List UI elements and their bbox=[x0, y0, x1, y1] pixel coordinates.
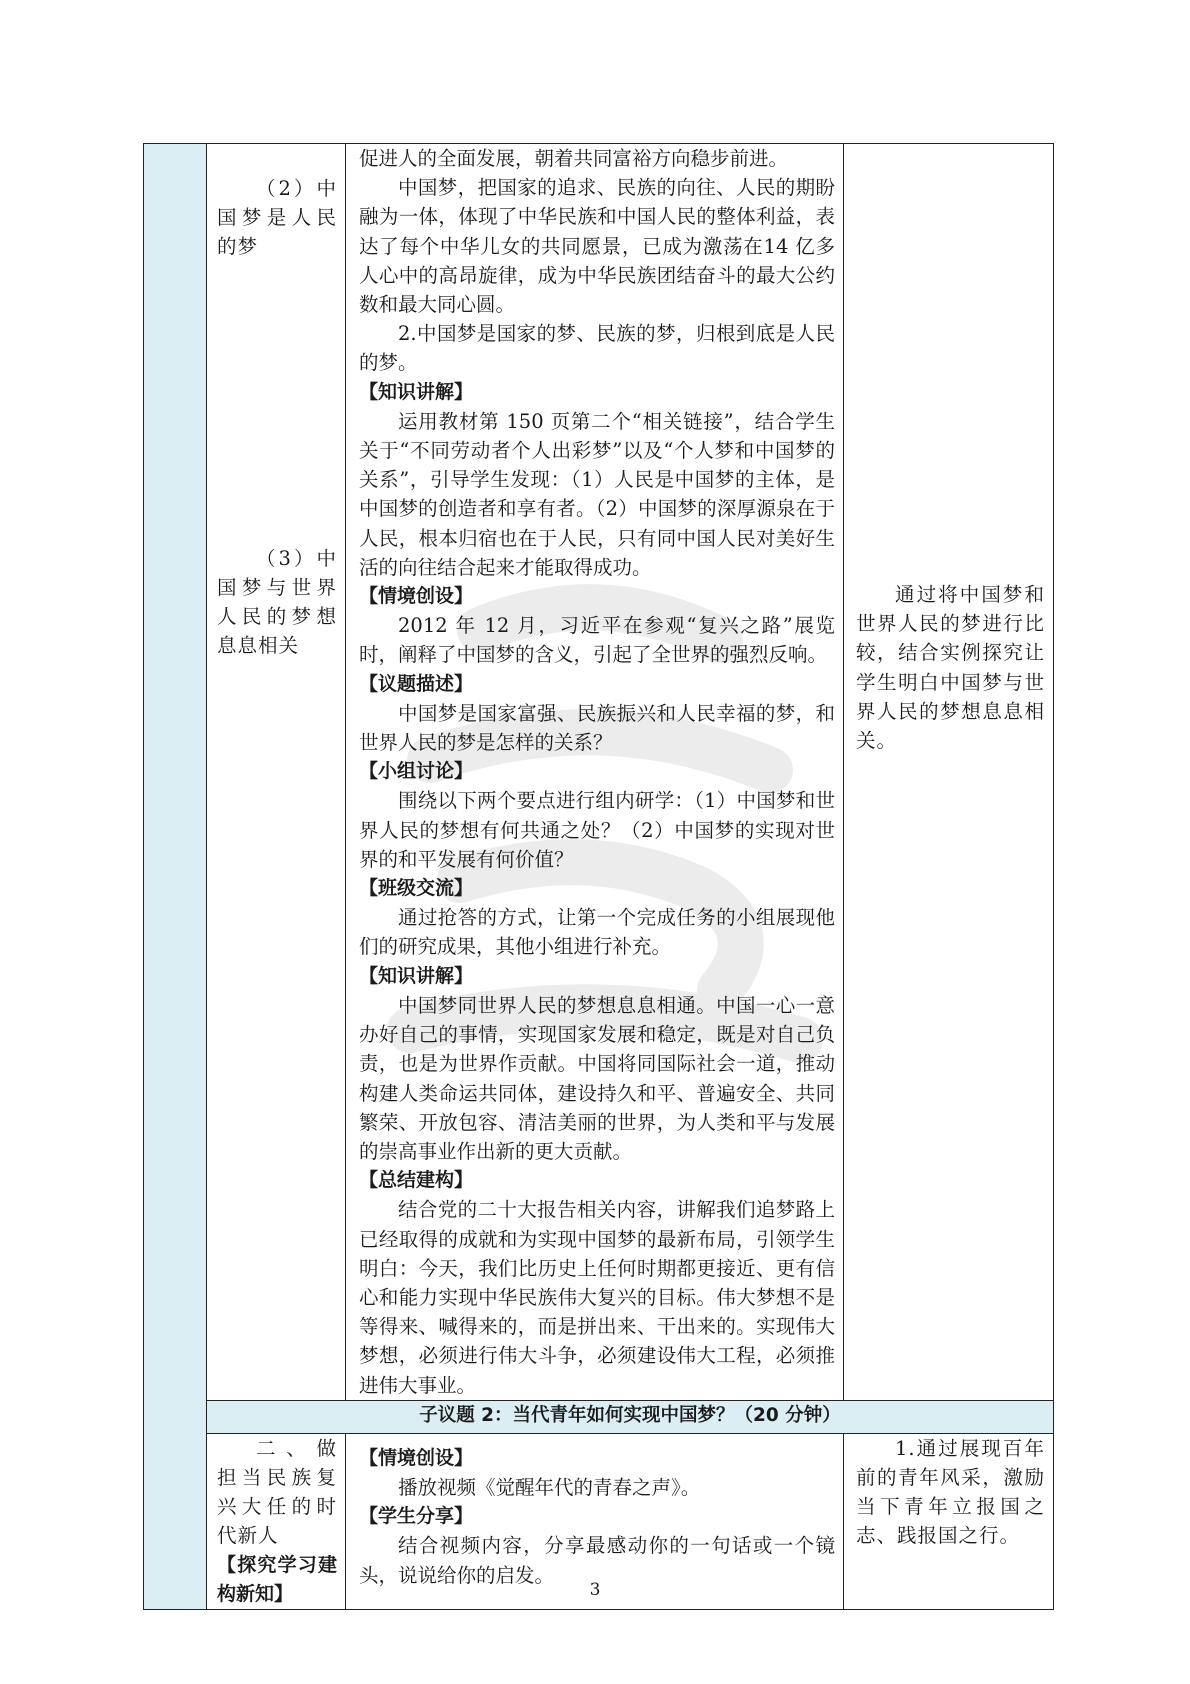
content-paragraph: 播放视频《觉醒年代的青春之声》。 bbox=[398, 1475, 701, 1499]
lesson-table bbox=[143, 143, 1054, 1610]
content-paragraph: 通过抢答的方式，让第一个完成任务的小组展现他们的研究成果，其他小组进行补充。 bbox=[359, 906, 835, 959]
content-paragraph: 促进人的全面发展，朝着共同富裕方向稳步前进。 bbox=[359, 147, 789, 170]
page-number: 3 bbox=[589, 1580, 601, 1600]
section-heading: 【情境创设】 bbox=[359, 585, 474, 608]
topic-4: 二、做担当民族复兴大任的时代新人 bbox=[217, 1436, 337, 1548]
content-paragraph: 中国梦是国家富强、民族振兴和人民幸福的梦，和世界人民的梦是怎样的关系？ bbox=[359, 701, 835, 755]
content-paragraph: 中国梦同世界人民的梦想息息相通。中国一心一意办好自己的事情，实现国家发展和稳定，既是对自己负责，也是为世界作贡献。中国将同国际社会一道，推动构建人类命运共同体，建设持久和平、普遍安全、共同繁荣、开放包容、清洁美丽的世界，为人类和平与发展的崇高事业作出新的更大贡献。 bbox=[359, 993, 835, 1163]
goal-cell bbox=[844, 144, 1054, 1401]
content-cell bbox=[346, 144, 844, 1401]
topic-3: （3）中国梦与世界人民的梦想息息相关 bbox=[217, 546, 337, 658]
side-column bbox=[144, 144, 207, 1610]
section-heading: 【班级交流】 bbox=[359, 877, 474, 900]
content-paragraph: 结合党的二十大报告相关内容，讲解我们追梦路上已经取得的成就和为实现中国梦的最新布局，引领学生明白：今天，我们比历史上任何时期都更接近、更有信心和能力实现中华民族伟大复兴的目标。伟大梦想不是等得来、喊得来的，而是拼出来、干出来的。实现伟大梦想，必须进行伟大斗争，必须建设伟大工程，必须推进伟大事业。 bbox=[359, 1198, 835, 1397]
section-heading: 【知识讲解】 bbox=[359, 380, 474, 403]
content-paragraph: 结合视频内容，分享最感动你的一句话或一个镜头，说说给你的启发。 bbox=[359, 1534, 835, 1587]
section-heading: 【情境创设】 bbox=[359, 1446, 474, 1469]
subtopic-row bbox=[144, 1400, 1054, 1433]
goal-text: 通过将中国梦和世界人民的梦进行比较，结合实例探究让学生明白中国梦与世界人民的梦想息息相关。 bbox=[856, 583, 1045, 753]
section-heading: 【知识讲解】 bbox=[359, 964, 474, 987]
content-paragraph: 中国梦，把国家的追求、民族的向往、人民的期盼融为一体，体现了中华民族和中国人民的整体利益，表达了每个中华儿女的共同愿景，已成为激荡在14 亿多人心中的高昂旋律，成为中华民族团结奋斗的最大公约数和最大同心圆。 bbox=[359, 176, 835, 317]
section-heading: 【学生分享】 bbox=[359, 1505, 474, 1528]
topic-cell bbox=[207, 144, 346, 1401]
content-paragraph: 运用教材第 150 页第二个“相关链接”，结合学生关于“不同劳动者个人出彩梦”以及“个人梦和中国梦的关系”，引导学生发现：（1）人民是中国梦的主体，是中国梦的创造者和享有者。（2）中国梦的深厚源泉在于人民，根本归宿也在于人民，只有同中国人民对美好生活的向往结合起来才能取得成功。 bbox=[359, 409, 835, 579]
section-heading: 【小组讨论】 bbox=[359, 760, 474, 783]
content-paragraph: 围绕以下两个要点进行组内研学：（1）中国梦和世界人民的梦想有何共通之处？（2）中国梦的实现对世界的和平发展有何价值？ bbox=[359, 789, 835, 871]
main-row bbox=[144, 144, 1054, 1401]
content-paragraph: 2012 年 12 月，习近平在参观“复兴之路”展览时，阐释了中国梦的含义，引起了全世界的强烈反响。 bbox=[359, 614, 835, 667]
topic-tag: 【探究学习建构新知】 bbox=[217, 1553, 337, 1605]
subtopic-title: 子议题 2：当代青年如何实现中国梦？（20 分钟） bbox=[207, 1400, 1054, 1433]
section-heading: 【总结建构】 bbox=[359, 1169, 474, 1192]
content-paragraph: 2.中国梦是国家的梦、民族的梦，归根到底是人民的梦。 bbox=[359, 322, 835, 375]
goal-text: 1.通过展现百年前的青年风采，激励当下青年立报国之志、践报国之行。 bbox=[856, 1436, 1045, 1548]
topic-2: （2）中国梦是人民的梦 bbox=[217, 177, 337, 259]
section-heading: 【议题描述】 bbox=[359, 672, 474, 695]
